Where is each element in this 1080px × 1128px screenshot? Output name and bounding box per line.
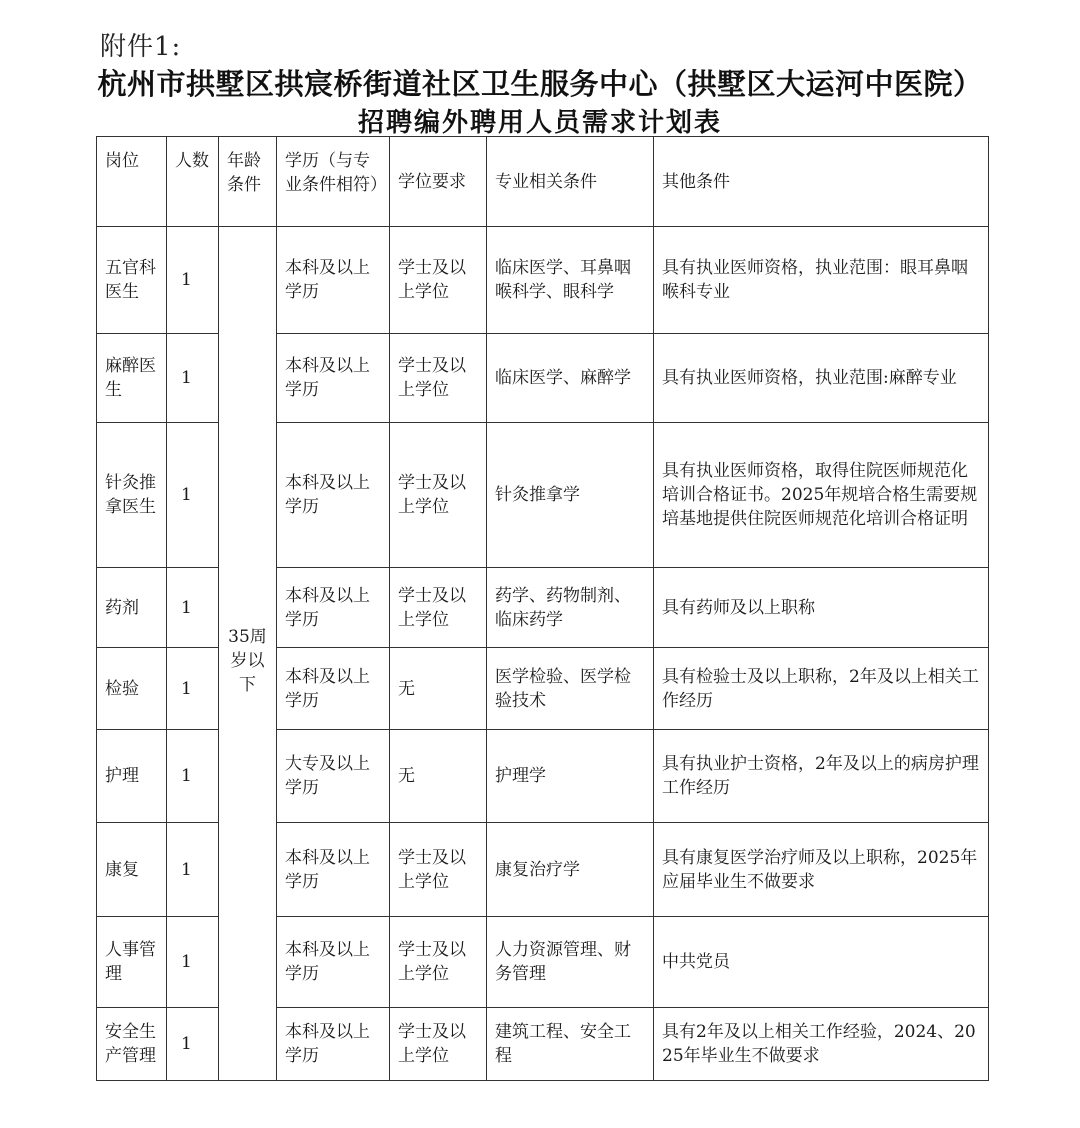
table-row [97, 227, 989, 334]
document-title: 杭州市拱墅区拱宸桥街道社区卫生服务中心（拱墅区大运河中医院） [97, 67, 983, 101]
header-count: 人数 [167, 137, 219, 227]
cell-other: 具有药师及以上职称 [654, 568, 989, 648]
cell-other: 具有执业医师资格，取得住院医师规范化培训合格证书。2025年规培合格生需要规培基地提供住院医师规范化培训合格证明 [654, 423, 989, 568]
cell-position: 麻醉医生 [97, 334, 167, 423]
cell-position: 五官科医生 [97, 227, 167, 334]
cell-education: 本科及以上学历 [277, 648, 390, 730]
cell-other: 具有执业护士资格，2年及以上的病房护理工作经历 [654, 730, 989, 823]
cell-position: 人事管理 [97, 917, 167, 1008]
cell-degree: 无 [390, 648, 487, 730]
header-degree: 学位要求 [390, 137, 487, 227]
cell-major: 人力资源管理、财务管理 [487, 917, 654, 1008]
cell-count: 1 [167, 1008, 219, 1081]
cell-education: 本科及以上学历 [277, 917, 390, 1008]
cell-major: 临床医学、耳鼻咽喉科学、眼科学 [487, 227, 654, 334]
header-other: 其他条件 [654, 137, 989, 227]
cell-major: 医学检验、医学检验技术 [487, 648, 654, 730]
cell-major: 康复治疗学 [487, 823, 654, 917]
cell-age-condition: 35周岁以下 [219, 227, 277, 1081]
header-age: 年龄条件 [219, 137, 277, 227]
cell-count: 1 [167, 823, 219, 917]
cell-degree: 学士及以上学位 [390, 917, 487, 1008]
cell-position: 针灸推拿医生 [97, 423, 167, 568]
cell-education: 本科及以上学历 [277, 823, 390, 917]
document-subtitle: 招聘编外聘用人员需求计划表 [357, 108, 722, 138]
cell-major: 药学、药物制剂、临床药学 [487, 568, 654, 648]
cell-count: 1 [167, 423, 219, 568]
table-header-row [97, 137, 989, 227]
cell-degree: 学士及以上学位 [390, 568, 487, 648]
cell-count: 1 [167, 227, 219, 334]
attachment-label: 附件1: [100, 32, 182, 62]
cell-major: 建筑工程、安全工程 [487, 1008, 654, 1081]
cell-education: 本科及以上学历 [277, 423, 390, 568]
cell-degree: 学士及以上学位 [390, 1008, 487, 1081]
cell-other: 具有检验士及以上职称，2年及以上相关工作经历 [654, 648, 989, 730]
cell-degree: 无 [390, 730, 487, 823]
cell-education: 大专及以上学历 [277, 730, 390, 823]
cell-count: 1 [167, 917, 219, 1008]
cell-education: 本科及以上学历 [277, 568, 390, 648]
cell-education: 本科及以上学历 [277, 334, 390, 423]
cell-degree: 学士及以上学位 [390, 334, 487, 423]
cell-other: 具有执业医师资格，执业范围：眼耳鼻咽喉科专业 [654, 227, 989, 334]
cell-count: 1 [167, 648, 219, 730]
cell-other: 具有2年及以上相关工作经验，2024、2025年毕业生不做要求 [654, 1008, 989, 1081]
cell-position: 安全生产管理 [97, 1008, 167, 1081]
cell-other: 具有康复医学治疗师及以上职称，2025年应届毕业生不做要求 [654, 823, 989, 917]
cell-degree: 学士及以上学位 [390, 823, 487, 917]
cell-degree: 学士及以上学位 [390, 423, 487, 568]
cell-position: 康复 [97, 823, 167, 917]
header-major: 专业相关条件 [487, 137, 654, 227]
cell-education: 本科及以上学历 [277, 227, 390, 334]
recruitment-plan-table [96, 136, 989, 1081]
cell-major: 护理学 [487, 730, 654, 823]
cell-position: 检验 [97, 648, 167, 730]
cell-position: 药剂 [97, 568, 167, 648]
cell-count: 1 [167, 334, 219, 423]
cell-position: 护理 [97, 730, 167, 823]
cell-major: 临床医学、麻醉学 [487, 334, 654, 423]
cell-education: 本科及以上学历 [277, 1008, 390, 1081]
cell-degree: 学士及以上学位 [390, 227, 487, 334]
header-education: 学历（与专业条件相符） [277, 137, 390, 227]
cell-count: 1 [167, 730, 219, 823]
cell-count: 1 [167, 568, 219, 648]
cell-major: 针灸推拿学 [487, 423, 654, 568]
cell-other: 中共党员 [654, 917, 989, 1008]
header-position: 岗位 [97, 137, 167, 227]
cell-other: 具有执业医师资格，执业范围:麻醉专业 [654, 334, 989, 423]
